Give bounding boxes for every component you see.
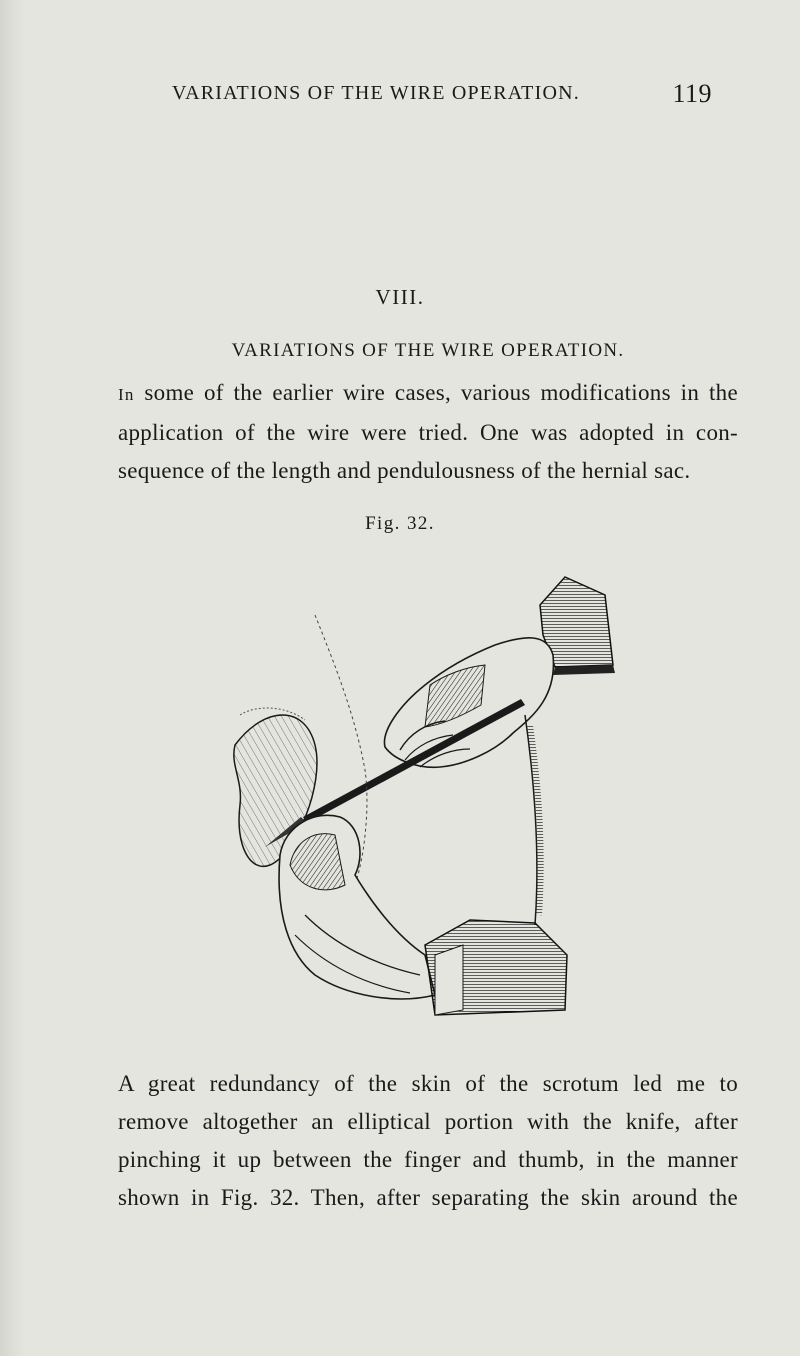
paragraph-1	[118, 374, 738, 490]
paragraph-2-line-3: pinching it up between the finger and thumb, in the manner	[118, 1147, 738, 1172]
paragraph-2-line-4: shown in Fig. 32. Then, after separating the skin around the	[118, 1185, 738, 1210]
page-number: 119	[672, 79, 712, 108]
paragraph-lead-word: In	[118, 385, 135, 404]
chapter-number: VIII.	[375, 285, 425, 309]
chapter-title: VARIATIONS OF THE WIRE OPERATION.	[231, 340, 625, 361]
paragraph-1-line-1-text: some of the earlier wire cases, various modifications in the	[134, 380, 738, 405]
upper-hand	[384, 638, 553, 767]
lower-sleeve-cuff	[425, 920, 567, 1015]
paragraph-2-line-1: A great redundancy of the skin of the scrotum led me to	[118, 1071, 738, 1096]
paragraph-2	[118, 1065, 738, 1217]
figure-caption: Fig. 32.	[365, 513, 435, 534]
figure-32-engraving	[195, 555, 625, 1035]
paragraph-1-line-1	[118, 374, 738, 414]
running-head-title: VARIATIONS OF THE WIRE OPERATION.	[172, 82, 580, 104]
paragraph-1-line-2: application of the wire were tried. One was adopted in con-	[118, 420, 738, 445]
lower-hand	[279, 815, 435, 999]
book-spine-shadow	[0, 0, 26, 1356]
paragraph-2-line-2: remove altogether an elliptical portion with the knife, after	[118, 1109, 738, 1134]
paragraph-1-line-3: sequence of the length and pendulousness of the hernial sac.	[118, 458, 691, 483]
